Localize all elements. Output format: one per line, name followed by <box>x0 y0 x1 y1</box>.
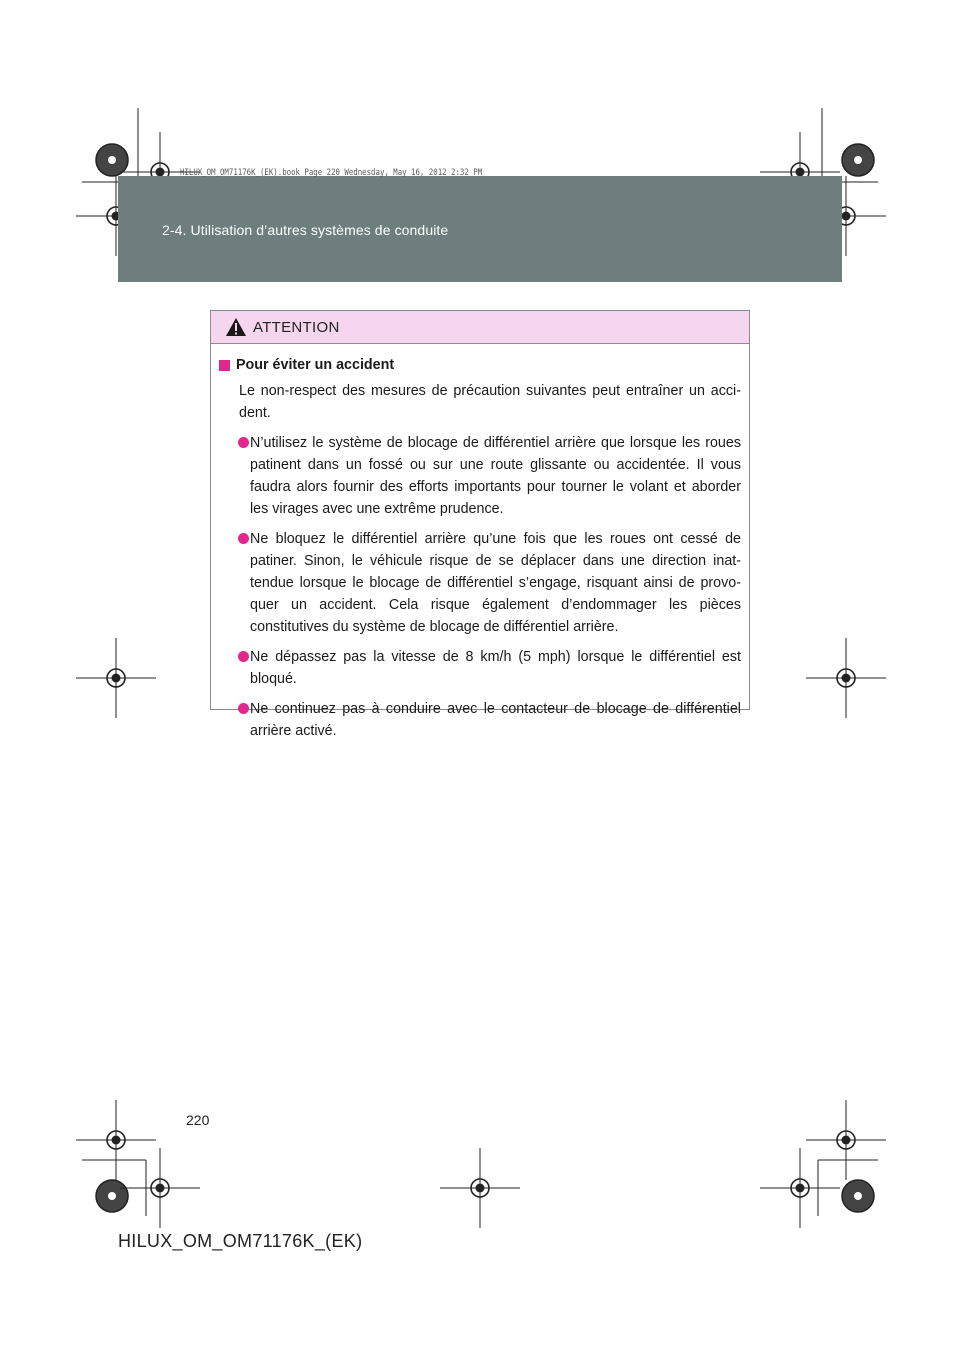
warning-heading <box>219 354 741 376</box>
bullet-dot-icon <box>238 703 249 714</box>
page-number: 220 <box>186 1112 210 1128</box>
bullet-dot-icon <box>238 651 249 662</box>
warning-body <box>211 344 749 742</box>
warning-header <box>211 311 749 344</box>
square-bullet-icon <box>219 360 230 371</box>
registration-wheel-icon <box>842 144 874 176</box>
registration-wheel-icon <box>96 1180 128 1212</box>
warning-heading-text: Pour éviter un accident <box>236 357 395 373</box>
list-item: N’utilisez le système de blocage de différentiel arrière que lorsque les roues patinent dans un fossé ou sur une route glissante ou accidentée. Il vous faudra alors fournir des efforts importants pour tourner le volant et aborder les virages avec une extrême prudence. <box>239 432 741 520</box>
registration-wheel-icon <box>96 144 128 176</box>
warning-intro: Le non-respect des mesures de précaution suivantes peut entraîner un acci-dent. <box>239 383 741 421</box>
warning-label: ATTENTION <box>253 318 340 336</box>
list-item: Ne continuez pas à conduire avec le contacteur de blocage de différentiel arrière activé. <box>239 698 741 742</box>
warning-list <box>219 432 741 742</box>
warning-box <box>210 310 750 739</box>
bullet-dot-icon <box>238 533 249 544</box>
registration-wheel-icon <box>842 1180 874 1212</box>
footer-code: HILUX_OM_OM71176K_(EK) <box>118 1231 363 1251</box>
list-item: Ne dépassez pas la vitesse de 8 km/h (5 mph) lorsque le différentiel est bloqué. <box>239 646 741 690</box>
bullet-dot-icon <box>238 437 249 448</box>
print-stamp: HILUX_OM_OM71176K_(EK).book Page 220 Wednesday, May 16, 2012 2:32 PM <box>180 168 483 178</box>
list-item: Ne bloquez le différentiel arrière qu’une fois que les roues ont cessé de patiner. Sinon, le véhicule risque de se déplacer dans une direction inat-tendue lorsque le blocage de différentiel s’engage, risquant ainsi de provo-quer un accident. Cela risque également d’endommager les pièces constitutives du système de blocage de différentiel arrière. <box>239 528 741 638</box>
section-title: 2-4. Utilisation d’autres systèmes de conduite <box>162 222 449 238</box>
warning-triangle-icon <box>225 317 247 337</box>
